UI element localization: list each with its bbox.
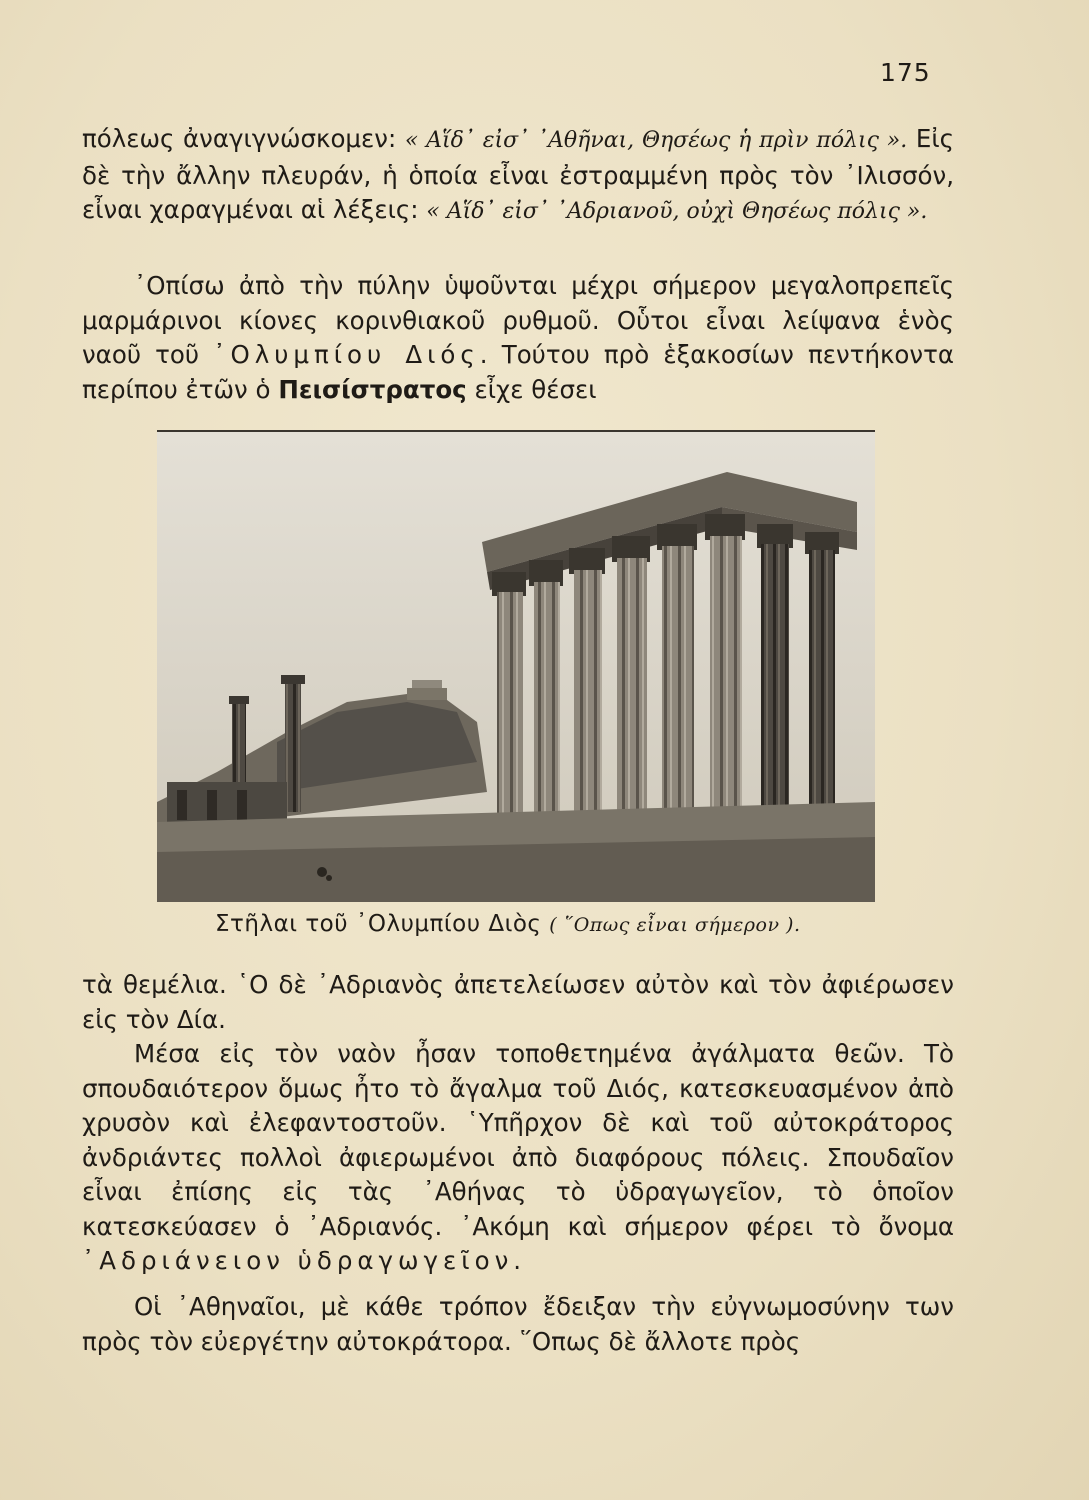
caption-main: Στῆλαι τοῦ ᾿Ολυμπίου Διὸς bbox=[215, 911, 542, 937]
text-run: εἶχε θέσει bbox=[466, 374, 597, 404]
paragraph-1 bbox=[82, 122, 954, 230]
bold-name: Πεισίστρατος bbox=[278, 374, 467, 404]
paragraph-4 bbox=[82, 1037, 954, 1279]
caption-note: ( ῞Οπως εἶναι σήμερον ). bbox=[549, 914, 801, 936]
text-run: Εἰς δὲ τὴν ἄλλην πλευράν, ἡ ὁποία εἶναι ἐστραμμένη πρὸς τὸν ᾿Ιλισσόν, εἶναι χαραγμέναι αἱ λέξεις: bbox=[82, 124, 955, 224]
spaced-term: ᾿Ολυμπίου Διός bbox=[213, 340, 480, 369]
text-run: Μέσα εἰς τὸν ναὸν ἦσαν τοποθετημένα ἀγάλματα θεῶν. Τὸ σπουδαιότερον ὅμως ἦτο τὸ ἄγαλμα τοῦ Διός, κατεσκευασμένον ἀπὸ χρυσὸν καὶ ἐλεφαντοστοῦν. ῾Υπῆρχον δὲ καὶ τοῦ αὐτοκράτορος ἀνδριάντες πολλοὶ ἀφιερωμένοι ἀπὸ διαφόρους πόλεις. Σπουδαῖον εἶναι ἐπίσης εἰς τὰς ᾿Αθήνας τὸ ὑδραγωγεῖον, τὸ ὁποῖον κατεσκεύασεν ὁ ᾿Αδριανός. ᾿Ακόμη καὶ σήμερον φέρει τὸ ὄνομα bbox=[82, 1039, 954, 1241]
text-run: πόλεως ἀναγιγνώσκομεν: bbox=[82, 124, 405, 153]
text-run: ᾿Οπίσω ἀπὸ τὴν πύλην ὑψοῦνται μέχρι σήμερον μεγαλοπρεπεῖς μαρμάρινοι κίονες κορινθιακοῦ ρυθμοῦ. Οὗτοι εἶναι λείψανα ἑνὸς ναοῦ τοῦ bbox=[82, 271, 954, 369]
paragraph-3: τὰ θεμέλια. ῾Ο δὲ ᾿Αδριανὸς ἀπετελείωσεν αὐτὸν καὶ τὸν ἀφιέρωσεν εἰς τὸν Δία. bbox=[82, 970, 954, 1034]
spaced-term: ᾿Αδριάνειον ὑδραγωγεῖον bbox=[82, 1246, 514, 1275]
temple-photograph bbox=[157, 430, 875, 902]
text-run: . Τούτου πρὸ ἑξακοσίων πεντήκοντα περίπου ἐτῶν ὁ bbox=[82, 340, 954, 404]
temple-of-olympian-zeus-image bbox=[157, 432, 875, 902]
paragraph-2 bbox=[82, 269, 954, 407]
inscription-quote: « Αἵδ᾽ εἰσ᾽ ᾿Αδριανοῦ, οὐχὶ Θησέως πόλις ». bbox=[426, 199, 928, 224]
text-run: . bbox=[513, 1246, 522, 1275]
inscription-quote: « Αἵδ᾽ εἰσ᾽ ᾿Αθῆναι, Θησέως ἡ πρὶν πόλις ». bbox=[404, 128, 908, 153]
page-number: 175 bbox=[880, 58, 931, 87]
figure-caption bbox=[215, 911, 915, 937]
paragraph-5: Οἱ ᾿Αθηναῖοι, μὲ κάθε τρόπον ἔδειξαν τὴν εὐγνωμοσύνην των πρὸς τὸν εὐεργέτην αὐτοκράτορα. ῞Οπως δὲ ἄλλοτε πρὸς bbox=[82, 1292, 954, 1356]
